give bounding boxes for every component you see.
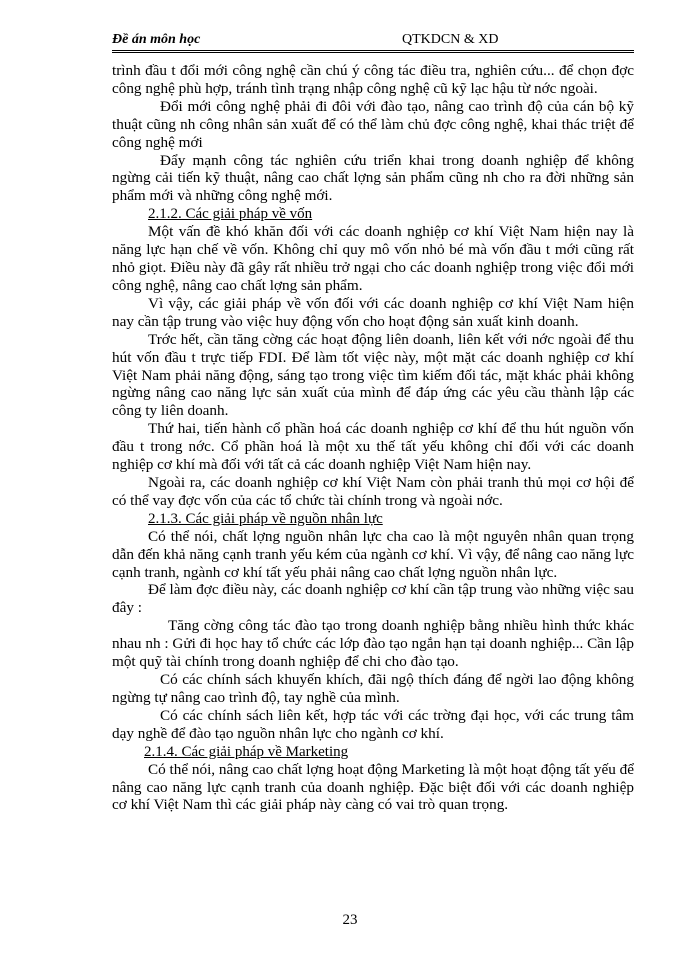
paragraph: Trớc hết, cần tăng cờng các hoạt động liên doanh, liên kết với nớc ngoài để thu hút vốn đầu t trực tiếp FDI. Để làm tốt việc này, một mặt các doanh nghiệp cơ khí Việt Nam phải năng động, sáng tạo trong việc tìm kiếm đối tác, mặt khác phải không ngừng nâng cao năng lực sản xuất của mình để đáp ứng các yêu cầu thành lập các công ty liên doanh. [112,330,634,420]
section-heading-human-resources: 2.1.3. Các giải pháp về nguồn nhân lực [148,510,383,527]
page-header [112,30,634,52]
paragraph: Có thể nói, chất lợng nguồn nhân lực cha cao là một nguyên nhân quan trọng dẫn đến khả năng cạnh tranh yếu kém của ngành cơ khí. Vì vậy, để nâng cao năng lực cạnh tranh, ngành cơ khí tất yếu phải nâng cao chất lợng nguồn nhân lực. [112,527,634,581]
page-body [112,62,634,814]
paragraph: Vì vậy, các giải pháp về vốn đối với các doanh nghiệp cơ khí Việt Nam hiện nay cần tập trung vào việc huy động vốn cho hoạt động sản xuất kinh doanh. [112,294,634,330]
paragraph: Có các chính sách khuyến khích, đãi ngộ thích đáng để ngời lao động không ngừng tự nâng cao trình độ, tay nghề của mình. [112,671,634,706]
paragraph: Thứ hai, tiến hành cổ phần hoá các doanh nghiệp cơ khí để thu hút nguồn vốn đầu t trong nớc. Cổ phần hoá là một xu thế tất yếu không chỉ đối với các doanh nghiệp cơ khí mà đối với tất cả các doanh nghiệp Việt Nam hiện nay. [112,420,634,474]
section-heading-marketing: 2.1.4. Các giải pháp về Marketing [144,743,349,760]
paragraph: Một vấn đề khó khăn đối với các doanh nghiệp cơ khí Việt Nam hiện nay là năng lực hạn chế về vốn. Không chỉ quy mô vốn nhỏ bé mà vốn đầu t mới cũng rất nhỏ giọt. Điều này đã gây rất nhiều trở ngại cho các doanh nghiệp trong việc đổi mới công nghệ, nâng cao chất lợng sản phẩm. [112,223,634,294]
paragraph: Tăng cờng công tác đào tạo trong doanh nghiệp bằng nhiều hình thức khác nhau nh : Gửi đi học hay tổ chức các lớp đào tạo ngắn hạn tại doanh nghiệp... Cần lập một quỹ tài chính trong doanh nghiệp để chi cho đào tạo. [112,617,634,671]
header-rule [112,50,634,53]
paragraph: Để làm đợc điều này, các doanh nghiệp cơ khí cần tập trung vào những việc sau đây : [112,581,634,617]
paragraph: Đẩy mạnh công tác nghiên cứu triển khai trong doanh nghiệp để không ngừng cải tiến kỹ thuật, nâng cao chất lợng sản phẩm cũng nh cho ra đời những sản phẩm mới và những công nghệ mới. [112,151,634,205]
header-department: QTKDCN & XD [402,32,499,47]
section-heading-capital: 2.1.2. Các giải pháp về vốn [148,206,313,223]
header-course-title: Đề án môn học [112,32,201,47]
paragraph: trình đầu t đổi mới công nghệ cần chú ý công tác điều tra, nghiên cứu... để chọn đợc công nghệ phù hợp, tránh tình trạng nhập công nghệ cũ kỹ lạc hậu từ nớc ngoài. [112,62,634,97]
paragraph: Ngoài ra, các doanh nghiệp cơ khí Việt Nam còn phải tranh thủ mọi cơ hội để có thể vay đợc vốn của các tổ chức tài chính trong và ngoài nớc. [112,473,634,509]
paragraph: Đổi mới công nghệ phải đi đôi với đào tạo, nâng cao trình độ của cán bộ kỹ thuật cũng nh công nhân sản xuất để có thể làm chủ đợc công nghệ, khai thác triệt để công nghệ mới [112,97,634,151]
paragraph: Có thể nói, nâng cao chất lợng hoạt động Marketing là một hoạt động tất yếu để nâng cao năng lực cạnh tranh của doanh nghiệp. Đặc biệt đối với các doanh nghiệp cơ khí Việt Nam thì các giải pháp này càng có vai trò quan trọng. [112,760,634,814]
paragraph: Có các chính sách liên kết, hợp tác với các trờng đại học, với các trung tâm dạy nghề để đào tạo nguồn nhân lực cho ngành cơ khí. [112,706,634,742]
page-number: 23 [342,912,358,928]
